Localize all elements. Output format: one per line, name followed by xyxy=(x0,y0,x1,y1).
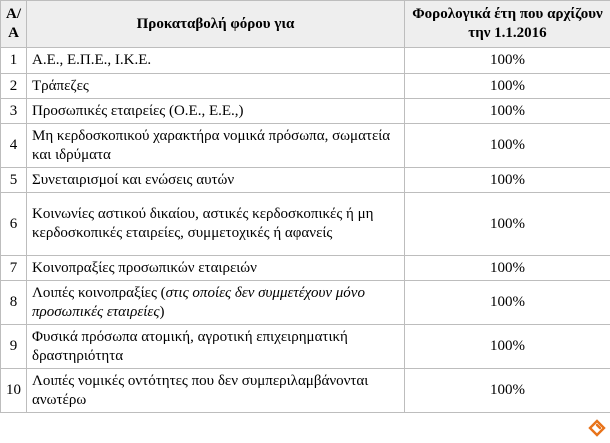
row-rate: 100% xyxy=(405,168,610,193)
row-category: Κοινωνίες αστικού δικαίου, αστικές κερδοσκοπικές ή μη κερδοσκοπικές εταιρείες, συμμετοχικές ή αφανείς xyxy=(27,193,405,256)
row-number: 3 xyxy=(1,99,27,124)
row-number: 6 xyxy=(1,193,27,256)
row-category: Α.Ε., Ε.Π.Ε., Ι.Κ.Ε. xyxy=(27,48,405,74)
row-category-text: Λοιπές κοινοπραξίες ( xyxy=(32,285,166,301)
row-category: Μη κερδοσκοπικού χαρακτήρα νομικά πρόσωπα, σωματεία και ιδρύματα xyxy=(27,124,405,168)
row-rate: 100% xyxy=(405,281,610,325)
row-number: 4 xyxy=(1,124,27,168)
logo-mark xyxy=(590,421,604,435)
row-category: Κοινοπραξίες προσωπικών εταιρειών xyxy=(27,256,405,281)
row-rate: 100% xyxy=(405,325,610,369)
row-number: 10 xyxy=(1,369,27,413)
row-number: 7 xyxy=(1,256,27,281)
header-rate: Φορολογικά έτη που αρχίζουν την 1.1.2016 xyxy=(405,1,610,48)
row-number: 1 xyxy=(1,48,27,74)
table-row xyxy=(1,48,610,74)
table-row xyxy=(1,369,610,413)
table-row xyxy=(1,281,610,325)
row-category: Φυσικά πρόσωπα ατομική, αγροτική επιχειρηματική δραστηριότητα xyxy=(27,325,405,369)
table-row xyxy=(1,124,610,168)
row-rate: 100% xyxy=(405,124,610,168)
row-category xyxy=(27,281,405,325)
row-category-italic: στις οποίες δεν συμμετέχουν μόνο προσωπικές εταιρείες xyxy=(32,285,365,320)
row-rate: 100% xyxy=(405,256,610,281)
row-rate: 100% xyxy=(405,369,610,413)
header-no: Α/Α xyxy=(1,1,27,48)
row-number: 5 xyxy=(1,168,27,193)
header-category: Προκαταβολή φόρου για xyxy=(27,1,405,48)
row-rate: 100% xyxy=(405,193,610,256)
table-row xyxy=(1,256,610,281)
row-category: Προσωπικές εταιρείες (Ο.Ε., Ε.Ε.,) xyxy=(27,99,405,124)
row-category-end: ) xyxy=(159,304,164,320)
row-rate: 100% xyxy=(405,48,610,74)
row-rate: 100% xyxy=(405,74,610,99)
row-category: Συνεταιρισμοί και ενώσεις αυτών xyxy=(27,168,405,193)
header-row xyxy=(1,1,610,48)
logo-icon xyxy=(587,418,607,438)
table-row xyxy=(1,168,610,193)
row-category: Τράπεζες xyxy=(27,74,405,99)
row-number: 8 xyxy=(1,281,27,325)
row-number: 9 xyxy=(1,325,27,369)
table-row xyxy=(1,193,610,256)
table-row xyxy=(1,99,610,124)
row-rate: 100% xyxy=(405,99,610,124)
table-row xyxy=(1,325,610,369)
row-category: Λοιπές νομικές οντότητες που δεν συμπεριλαμβάνονται ανωτέρω xyxy=(27,369,405,413)
row-number: 2 xyxy=(1,74,27,99)
table-row xyxy=(1,74,610,99)
